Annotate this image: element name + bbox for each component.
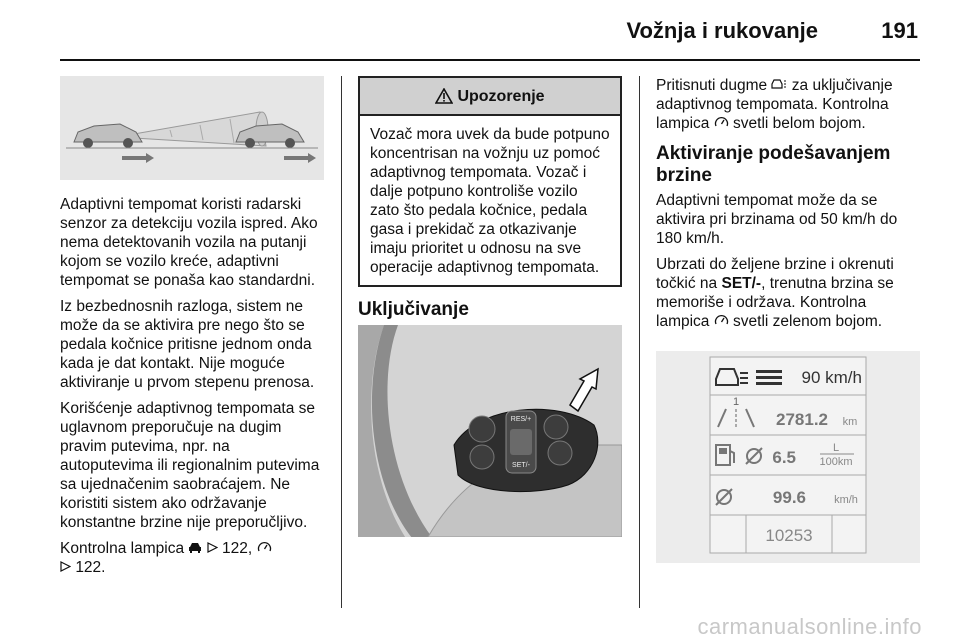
cluster-fuel-consumption: 6.5 xyxy=(772,448,796,467)
wheel-label-set: SET/- xyxy=(512,462,530,469)
column-divider-2 xyxy=(639,76,640,608)
warning-box xyxy=(358,76,622,287)
speedometer-icon xyxy=(714,314,729,326)
page-reference-1[interactable]: 122, xyxy=(222,540,253,557)
warning-header xyxy=(360,78,620,116)
watermark: carmanualsonline.info xyxy=(697,614,922,639)
warning-triangle-icon xyxy=(435,88,453,104)
cluster-trip-distance: 2781.2 xyxy=(776,410,828,429)
page-reference-icon[interactable] xyxy=(60,561,71,572)
car-front-icon xyxy=(188,542,202,553)
speedometer-icon xyxy=(257,541,272,553)
steering-wheel-illustration xyxy=(358,325,622,537)
paragraph-radar: Adaptivni tempomat koristi radarski senzor za detekciju vozila ispred. Ako nema detektovanih vozila na putanji kojom se vozilo kreće, adaptivni tempomat se ponaša kao standardni. xyxy=(60,196,318,289)
cluster-distance-unit: km xyxy=(842,416,858,428)
cluster-set-speed: 90 km/h xyxy=(801,368,862,387)
paragraph-button: Pritisnuti dugme za uključivanje adaptivnog tempomata. Kontrolna lampica svetli belom bojom. xyxy=(656,77,893,132)
header-rule xyxy=(60,59,920,61)
column-middle xyxy=(358,76,624,537)
speedometer-icon xyxy=(714,116,729,128)
warning-title: Upozorenje xyxy=(457,87,545,105)
section-heading-activation: Uključivanje xyxy=(358,299,469,320)
cluster-fuel-unit-bottom: 100km xyxy=(819,456,853,468)
radar-illustration xyxy=(60,76,324,180)
page-title: Vožnja i rukovanje xyxy=(626,18,818,43)
paragraph-indicator xyxy=(60,539,326,577)
page-reference-2[interactable]: 122. xyxy=(75,559,106,576)
cluster-gear: 1 xyxy=(732,396,740,408)
section-heading-speed: Aktiviranje podešavanjem brzine xyxy=(656,143,891,186)
wheel-label-res: RES/+ xyxy=(510,416,532,423)
paragraph-set: Ubrzati do željene brzine i okrenuti točkić na SET/-, trenutna brzina se memoriše i održava. Kontrolna lampica svetli zelenom bojom. xyxy=(656,256,894,330)
page-header xyxy=(0,0,960,60)
adaptive-cruise-button-icon xyxy=(771,78,787,90)
set-label: SET/- xyxy=(721,275,762,292)
paragraph-safety: Iz bezbednosnih razloga, sistem ne može da se aktivira pre nego što se pedala kočnice pritisne jednom onda kada je dat kontakt. Nije moguće aktiviranje u prvom stepenu prenosa. xyxy=(60,298,315,391)
paragraph-speed-range: Adaptivni tempomat može da se aktivira pri brzinama od 50 km/h do 180 km/h. xyxy=(656,192,898,247)
cluster-odometer: 10253 xyxy=(765,526,813,545)
column-divider-1 xyxy=(341,76,342,608)
page-reference-icon[interactable] xyxy=(207,542,218,553)
cluster-average-speed: 99.6 xyxy=(772,488,806,507)
column-left xyxy=(60,76,326,584)
cluster-speed-unit: km/h xyxy=(834,494,858,506)
paragraph-usage: Korišćenje adaptivnog tempomata se uglavnom preporučuje na dugim pravim putevima, npr. na autoputevima ili regionalnim putevima sa ujednačenim saobraćajem. Ne koristiti sistem ako održavanje konstantne brzine nije preporučljivo. xyxy=(60,400,320,531)
cluster-fuel-unit-top: L xyxy=(832,442,840,454)
distance-bars-icon xyxy=(756,370,782,385)
indicator-label: Kontrolna lampica xyxy=(60,540,185,557)
instrument-cluster-display xyxy=(656,351,920,563)
warning-body: Vozač mora uvek da bude potpuno koncentrisan na vožnju uz pomoć adaptivnog tempomata. Vozač i dalje potpuno kontroliše vozilo zato što pedala kočnice, pedala gasa i prekidač za otkazivanje imaju prioritet u odnosu na sve operacije adaptivnog tempomata. xyxy=(370,126,610,276)
column-right xyxy=(656,76,922,563)
page-number: 191 xyxy=(881,18,918,43)
